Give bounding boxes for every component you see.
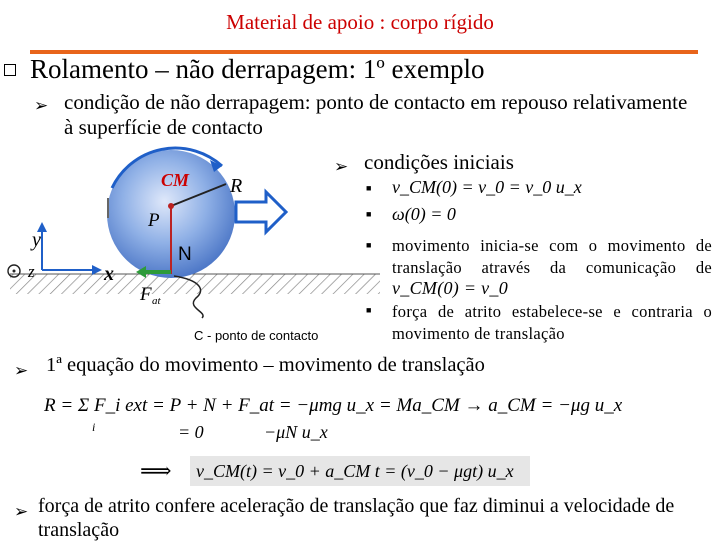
- friction-label: F: [140, 284, 152, 305]
- radius-label: R: [230, 175, 243, 197]
- square-bullet-icon: ■: [366, 305, 372, 315]
- conclusion-text: força de atrito confere aceleração de translação que faz diminui a velocidade de translação: [38, 495, 675, 541]
- weight-label: P: [148, 210, 160, 231]
- implies-arrow-icon: ⟹: [140, 458, 172, 483]
- condition-translation: [392, 235, 712, 300]
- sum-index: i: [92, 420, 96, 434]
- normal-label: N: [178, 244, 192, 265]
- ground-surface: [10, 274, 380, 294]
- section-translation-heading: 1ª equação do movimento – movimento de translação: [46, 354, 485, 376]
- bullet-square-icon: [4, 64, 16, 76]
- arrow-bullet-icon: ➢: [14, 361, 29, 380]
- rolling-ball-diagram: [0, 140, 390, 350]
- equation-motion: R = Σ F_i ext = P + N + F_at = −μmg u_x = Ma_CM → a_CM = −μg u_x: [44, 395, 623, 416]
- section-heading: Rolamento – não derrapagem: 1º exemplo: [30, 54, 485, 84]
- y-axis-label: y: [32, 229, 41, 251]
- equation-friction-normal: −μN u_x: [264, 422, 328, 442]
- condition-translation-text: movimento inicia-se com o movimento de translação através da comunicação de: [392, 236, 712, 277]
- slide-title: Material de apoio : corpo rígido: [226, 10, 494, 34]
- cm-point: [168, 203, 174, 209]
- square-bullet-icon: ■: [366, 240, 372, 250]
- velocity-arrow-icon: [236, 192, 286, 232]
- arrow-bullet-icon: ➢: [14, 502, 29, 521]
- point-no-slip: condição de não derrapagem: ponto de contacto em repouso relativamente à superfície de contacto: [64, 90, 688, 139]
- cm-label: CM: [161, 170, 190, 190]
- x-axis-label: x: [104, 263, 114, 285]
- initial-condition-omega: ω(0) = 0: [392, 204, 456, 224]
- arrow-bullet-icon: ➢: [34, 96, 49, 115]
- square-bullet-icon: ■: [366, 209, 372, 219]
- z-axis-label: z: [28, 262, 35, 281]
- arrow-bullet-icon: ➢: [334, 157, 349, 176]
- equation-zero: = 0: [178, 422, 204, 442]
- equation-velocity-time: v_CM(t) = v_0 + a_CM t = (v_0 − μgt) u_x: [190, 456, 530, 486]
- condition-translation-eq: v_CM(0) = v_0: [392, 278, 509, 298]
- square-bullet-icon: ■: [366, 183, 372, 193]
- friction-subscript: at: [152, 295, 161, 307]
- condition-friction: força de atrito estabelece-se e contraria o movimento de translação: [392, 302, 712, 343]
- contact-caption: C - ponto de contacto: [194, 328, 319, 343]
- initial-condition-velocity: v_CM(0) = v_0 = v_0 u_x: [392, 177, 582, 197]
- point-initial-conditions: condições iniciais: [364, 150, 514, 174]
